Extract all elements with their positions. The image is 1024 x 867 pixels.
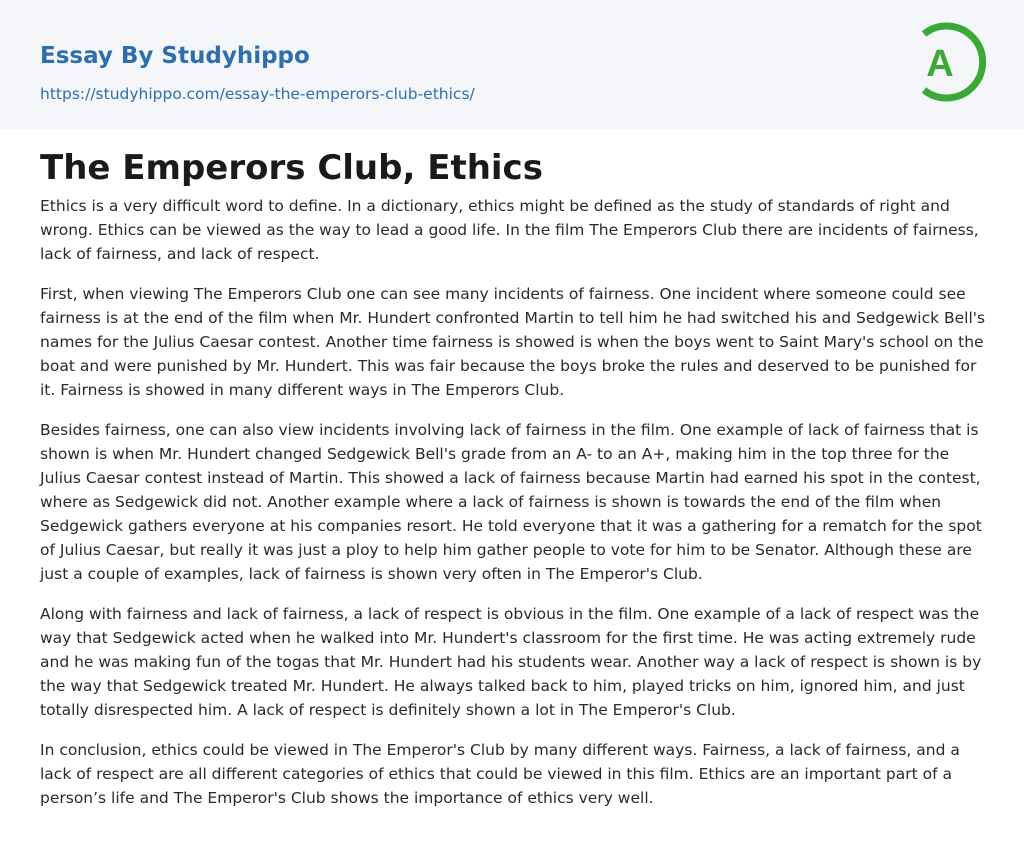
article-paragraph: Besides fairness, one can also view incidents involving lack of fairness in the film. One example of lack of fairness that is shown is when Mr. Hundert changed Sedgewick Bell's grade from an A- to an A+, making him in the top three for the Julius Caesar contest instead of Martin. This showed a lack of fairness because Martin had earned his spot in the contest, where as Sedgewick did not. Another example where a lack of fairness is shown is towards the end of the film when Sedgewick gathers everyone at his companies resort. He told everyone that it was a gathering for a rematch for the spot of Julius Caesar, but really it was just a ploy to help him gather people to vote for him to be Senator. Although these are just a couple of examples, lack of fairness is shown very often in The Emperor's Club.: [40, 421, 982, 583]
studyhippo-logo-icon[interactable]: [912, 18, 988, 106]
article-paragraph: In conclusion, ethics could be viewed in The Emperor's Club by many different ways. Fairness, a lack of fairness, and a lack of respect are all different categories of ethics that could be viewed in this film. Ethics are an important part of a person’s life and The Emperor's Club shows the importance of ethics very well.: [40, 741, 960, 807]
logo-letter: A: [926, 43, 954, 85]
article-paragraph: Ethics is a very difficult word to define. In a dictionary, ethics might be defined as the study of standards of right and wrong. Ethics can be viewed as the way to lead a good life. In the film The Emperors Club there are incidents of fairness, lack of fairness, and lack of respect.: [40, 197, 979, 263]
article: [40, 146, 988, 826]
article-paragraph: First, when viewing The Emperors Club one can see many incidents of fairness. One incident where someone could see fairness is at the end of the film when Mr. Hundert confronted Martin to tell him he had switched his and Sedgewick Bell's names for the Julius Caesar contest. Another time fairness is showed is when the boys went to Saint Mary's school on the boat and were punished by Mr. Hundert. This was fair because the boys broke the rules and deserved to be punished for it. Fairness is showed in many different ways in The Emperors Club.: [40, 285, 986, 399]
article-title: The Emperors Club, Ethics: [40, 148, 543, 188]
site-brand: Essay By Studyhippo: [40, 43, 310, 69]
page-header: [0, 0, 1024, 129]
essay-url-link[interactable]: https://studyhippo.com/essay-the-emperors-club-ethics/: [40, 85, 475, 103]
article-paragraph: Along with fairness and lack of fairness, a lack of respect is obvious in the film. One example of a lack of respect was the way that Sedgewick acted when he walked into Mr. Hundert's classroom for the first time. He was acting extremely rude and he was making fun of the togas that Mr. Hundert had his students wear. Another way a lack of respect is shown is by the way that Sedgewick treated Mr. Hundert. He always talked back to him, played tricks on him, ignored him, and just totally disrespected him. A lack of respect is definitely shown a lot in The Emperor's Club.: [40, 605, 982, 719]
